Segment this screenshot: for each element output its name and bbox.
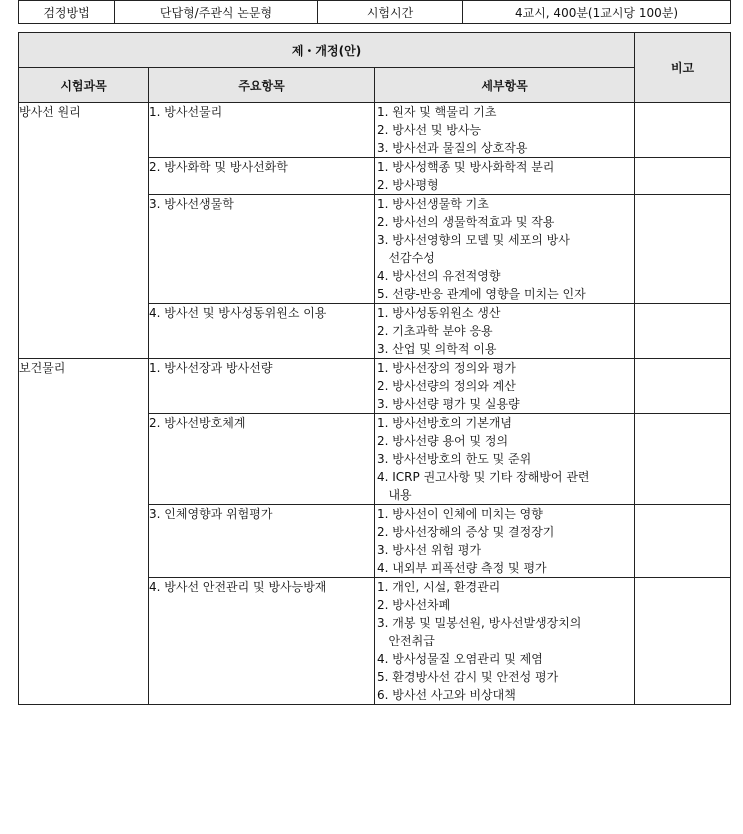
curriculum-body	[19, 103, 731, 705]
detail-item: 3. 방사선량 평가 및 실용량	[377, 397, 520, 411]
detail-item: 1. 방사선방호의 기본개념	[377, 416, 512, 430]
detail-item: 2. 방사선차폐	[377, 598, 451, 612]
table-row	[19, 103, 731, 158]
detail-item: 4. 방사선의 유전적영향	[377, 269, 501, 283]
main-item-cell: 3. 방사선생물학	[149, 195, 375, 304]
header-row-2	[19, 68, 731, 103]
remark-cell	[635, 304, 731, 359]
detail-item: 4. 내외부 피폭선량 측정 및 평가	[377, 561, 547, 575]
detail-item-cell	[375, 195, 635, 304]
detail-item: 2. 방사평형	[377, 178, 439, 192]
remark-cell	[635, 578, 731, 705]
remark-cell	[635, 505, 731, 578]
detail-item-cell	[375, 578, 635, 705]
detail-item: 5. 환경방사선 감시 및 안전성 평가	[377, 670, 559, 684]
remark-header: 비고	[635, 33, 731, 103]
detail-item: 5. 선량-반응 관계에 영향을 미치는 인자	[377, 287, 586, 301]
group-header: 제・개정(안)	[19, 33, 635, 68]
main-item-cell: 3. 인체영향과 위험평가	[149, 505, 375, 578]
detail-item: 3. 산업 및 의학적 이용	[377, 342, 497, 356]
detail-item: 1. 개인, 시설, 환경관리	[377, 580, 501, 594]
main-item-cell: 4. 방사선 안전관리 및 방사능방재	[149, 578, 375, 705]
detail-item-cell	[375, 304, 635, 359]
remark-cell	[635, 158, 731, 195]
remark-cell	[635, 103, 731, 158]
main-item-cell: 2. 방사화학 및 방사선화학	[149, 158, 375, 195]
detail-item: 1. 방사성동위원소 생산	[377, 306, 501, 320]
detail-item: 1. 방사선장의 정의와 평가	[377, 361, 516, 375]
remark-cell	[635, 359, 731, 414]
detail-item: 3. 방사선과 물질의 상호작용	[377, 141, 528, 155]
detail-item: 4. 방사성물질 오염관리 및 제염	[377, 652, 543, 666]
time-value: 4교시, 400분(1교시당 100분)	[463, 1, 731, 24]
detail-item: 1. 방사선생물학 기초	[377, 197, 489, 211]
subject-cell: 보건물리	[19, 359, 149, 705]
detail-item: 1. 방사성핵종 및 방사화학적 분리	[377, 160, 555, 174]
table-row	[19, 359, 731, 414]
main-item-header: 주요항목	[149, 68, 375, 103]
method-value: 단답형/주관식 논문형	[115, 1, 318, 24]
remark-cell	[635, 195, 731, 304]
header-row-1	[19, 33, 731, 68]
time-label: 시험시간	[318, 1, 463, 24]
detail-item: 2. 방사선의 생물학적효과 및 작용	[377, 215, 555, 229]
detail-item: 3. 방사선영향의 모델 및 세포의 방사 선감수성	[377, 233, 570, 265]
method-label: 검정방법	[19, 1, 115, 24]
detail-item: 2. 방사선장해의 증상 및 결정장기	[377, 525, 555, 539]
detail-item: 6. 방사선 사고와 비상대책	[377, 688, 516, 702]
detail-item-cell	[375, 505, 635, 578]
remark-cell	[635, 414, 731, 505]
exam-info-table	[18, 0, 731, 24]
curriculum-table	[18, 32, 731, 705]
detail-item: 3. 개봉 및 밀봉선원, 방사선발생장치의 안전취급	[377, 616, 582, 648]
main-item-cell: 2. 방사선방호체계	[149, 414, 375, 505]
main-item-cell: 1. 방사선장과 방사선량	[149, 359, 375, 414]
detail-item: 3. 방사선방호의 한도 및 준위	[377, 452, 532, 466]
detail-item: 2. 기초과학 분야 응용	[377, 324, 493, 338]
main-item-cell: 4. 방사선 및 방사성동위원소 이용	[149, 304, 375, 359]
detail-item: 2. 방사선량의 정의와 계산	[377, 379, 516, 393]
exam-info-row	[19, 1, 731, 24]
detail-item: 1. 원자 및 핵물리 기초	[377, 105, 497, 119]
detail-item-cell	[375, 103, 635, 158]
detail-item: 1. 방사선이 인체에 미치는 영향	[377, 507, 543, 521]
detail-item: 3. 방사선 위험 평가	[377, 543, 482, 557]
detail-item: 2. 방사선 및 방사능	[377, 123, 482, 137]
subject-header: 시험과목	[19, 68, 149, 103]
subject-cell: 방사선 원리	[19, 103, 149, 359]
detail-item: 4. ICRP 권고사항 및 기타 장해방어 관련 내용	[377, 470, 590, 502]
detail-item-cell	[375, 158, 635, 195]
detail-item-cell	[375, 359, 635, 414]
detail-item-cell	[375, 414, 635, 505]
main-item-cell: 1. 방사선물리	[149, 103, 375, 158]
detail-item: 2. 방사선량 용어 및 정의	[377, 434, 509, 448]
detail-item-header: 세부항목	[375, 68, 635, 103]
